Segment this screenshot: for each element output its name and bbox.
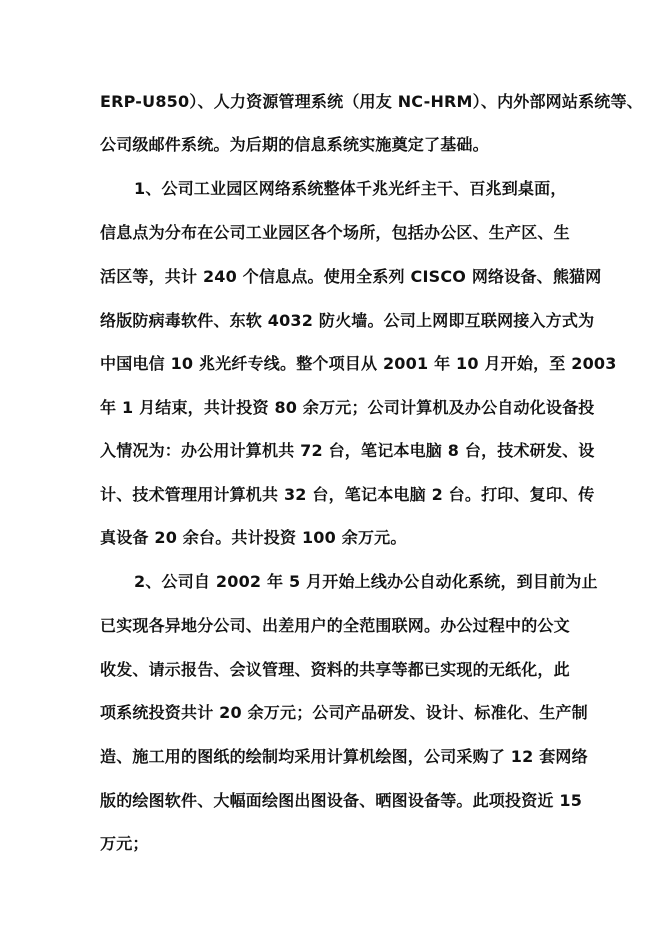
text-line: 计、技术管理用计算机共 32 台，笔记本电脑 2 台。打印、复印、传 <box>100 485 595 504</box>
text-line: 2、公司自 2002 年 5 月开始上线办公自动化系统，到目前为止 <box>134 572 598 591</box>
text-line: 年 1 月结束，共计投资 80 余万元；公司计算机及办公自动化设备投 <box>100 398 595 417</box>
text-line: 入情况为：办公用计算机共 72 台，笔记本电脑 8 台，技术研发、设 <box>100 441 595 460</box>
text-line: 中国电信 10 兆光纤专线。整个项目从 2001 年 10 月开始，至 2003 <box>100 354 617 373</box>
text-line: 真设备 20 余台。共计投资 100 余万元。 <box>100 528 407 547</box>
text-line: 收发、请示报告、会议管理、资料的共享等都已实现的无纸化，此 <box>100 660 570 679</box>
text-line: 项系统投资共计 20 余万元；公司产品研发、设计、标准化、生产制 <box>100 703 588 722</box>
text-line: 活区等，共计 240 个信息点。使用全系列 CISCO 网络设备、熊猫网 <box>100 267 602 286</box>
text-line: 公司级邮件系统。为后期的信息系统实施奠定了基础。 <box>100 135 489 154</box>
text-line: ERP-U850）、人力资源管理系统（用友 NC-HRM）、内外部网站系统等、 <box>100 92 643 111</box>
text-line: 信息点为分布在公司工业园区各个场所，包括办公区、生产区、生 <box>100 223 570 242</box>
text-line: 万元； <box>100 834 149 853</box>
text-line: 络版防病毒软件、东软 4032 防火墙。公司上网即互联网接入方式为 <box>100 311 595 330</box>
text-line: 造、施工用的图纸的绘制均采用计算机绘图，公司采购了 12 套网络 <box>100 747 588 766</box>
text-line: 版的绘图软件、大幅面绘图出图设备、晒图设备等。此项投资近 15 <box>100 791 583 810</box>
text-line: 1、公司工业园区网络系统整体千兆光纤主干、百兆到桌面， <box>134 179 567 198</box>
text-line: 已实现各异地分公司、出差用户的全范围联网。办公过程中的公文 <box>100 616 570 635</box>
